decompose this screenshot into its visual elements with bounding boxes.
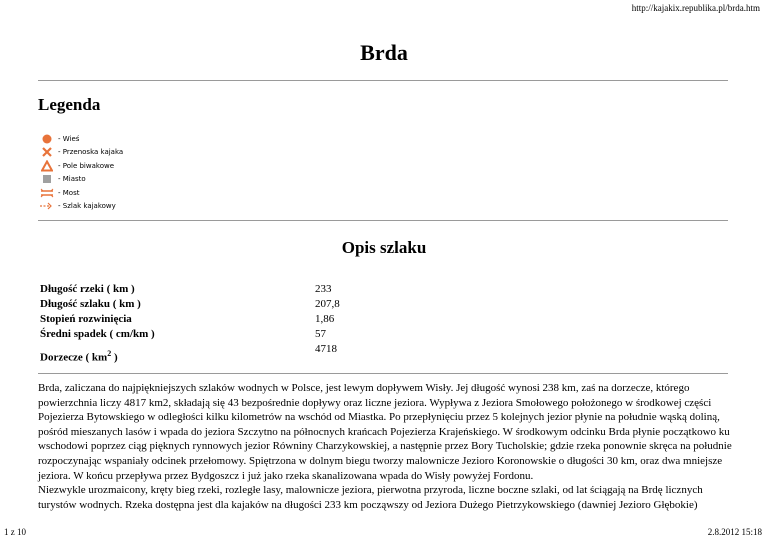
description-paragraph: Niezwykle urozmaicony, kręty bieg rzeki, rozległe lasy, malownicze jeziora, pierwotna przyroda, liczne boczne szlaki, od lat ściągają na Brdę licznych turystów wodnych. Rzeka dostępna jest dla kajaków na długości 233 km począwszy od Jeziora Dużego Pietrzykowskiego (dawniej Jezioro Głębokie) xyxy=(38,484,703,511)
stat-value: 207,8 xyxy=(315,298,340,310)
description-paragraph: Brda, zaliczana do najpiękniejszych szlaków wodnych w Polsce, jest lewym dopływem Wisły. Jej długość wynosi 238 km, zaś na dorzecze, którego powierzchnia liczy 4817 km2, składają się 43 bezpośrednie dopływy oraz liczne jeziora. Wypływa z Jeziora Smołowego położonego w środkowej części Pojezierza Bytowskiego w odległości kilku kilometrów na wschód od Miastka. Po przepłynięciu przez 5 kolejnych jezior płynie na południe wąską doliną, pośród mieszanych lasów i wpada do jeziora Szczytno na północnych krańcach Pojezierza Krajeńskiego. W środkowym odcinku Brda płynie początkowo ku wschodowi poprzez ciąg pięknych rynnowych jezior Równiny Charzykowskiej, a następnie przez Bory Tucholskie; gdzie rzeka ponownie skręca na południe rozpoczynając wspaniały odcinek przełomowy. Spiętrzona w dolnym biegu tworzy malownicze Jezioro Koronowskie o długości 30 km, oraz dwa mniejsze jeziora. W końcu przepływa przez Bydgoszcz i już jako rzeka skanalizowana wpada do Wisły powyżej Fordonu. xyxy=(38,382,732,482)
campsite-icon xyxy=(40,160,54,172)
stat-row xyxy=(40,312,415,327)
stat-label-suffix: ) xyxy=(111,351,118,364)
legend-item-label: - Przenoska kajaka xyxy=(58,148,124,156)
legend-item-kayak-route xyxy=(40,200,123,213)
divider xyxy=(38,80,728,81)
stat-label: Stopień rozwinięcia xyxy=(40,313,132,325)
stat-row xyxy=(40,342,415,362)
route-stats-table xyxy=(40,282,415,362)
stat-value: 1,86 xyxy=(315,313,335,325)
legend-item-portage xyxy=(40,146,123,159)
divider xyxy=(38,373,728,374)
legend-item-label: - Szlak kajakowy xyxy=(58,202,116,210)
village-icon xyxy=(40,133,54,145)
bridge-icon xyxy=(40,187,54,199)
stat-label: Długość szlaku ( km ) xyxy=(40,298,141,310)
legend-item-label: - Pole biwakowe xyxy=(58,161,115,170)
page-counter: 1 z 10 xyxy=(4,527,26,537)
stat-row xyxy=(40,327,415,342)
legend-item-city xyxy=(40,173,123,186)
route-description-heading: Opis szlaku xyxy=(341,238,427,257)
legend-list xyxy=(40,132,123,213)
superscript: 2 xyxy=(107,349,112,358)
portage-icon xyxy=(40,146,54,158)
stat-label: Długość rzeki ( km ) xyxy=(40,283,135,295)
stat-label xyxy=(40,342,315,362)
stat-value: 4718 xyxy=(315,343,337,355)
stat-label-text: Dorzecze ( km xyxy=(40,351,108,364)
stat-value: 57 xyxy=(315,328,326,340)
stat-row xyxy=(40,297,415,312)
page-url: http://kajakix.republika.pl/brda.htm xyxy=(631,3,760,13)
legend-item-label: - Miasto xyxy=(58,175,86,183)
legend-item-label: - Wieś xyxy=(58,134,80,143)
stat-row xyxy=(40,282,415,297)
print-datetime: 2.8.2012 15:18 xyxy=(707,527,762,537)
legend-item-village xyxy=(40,132,123,145)
page-title: Brda xyxy=(360,40,408,65)
stat-label: Średni spadek ( cm/km ) xyxy=(40,328,155,340)
legend-heading: Legenda xyxy=(38,95,101,114)
city-icon xyxy=(40,173,54,185)
legend-item-bridge xyxy=(40,186,123,199)
route-description xyxy=(38,381,732,512)
stat-value: 233 xyxy=(315,283,332,295)
legend-item-label: - Most xyxy=(58,188,80,197)
kayak-route-icon xyxy=(40,200,54,212)
legend-item-campsite xyxy=(40,159,123,172)
divider xyxy=(38,220,728,221)
